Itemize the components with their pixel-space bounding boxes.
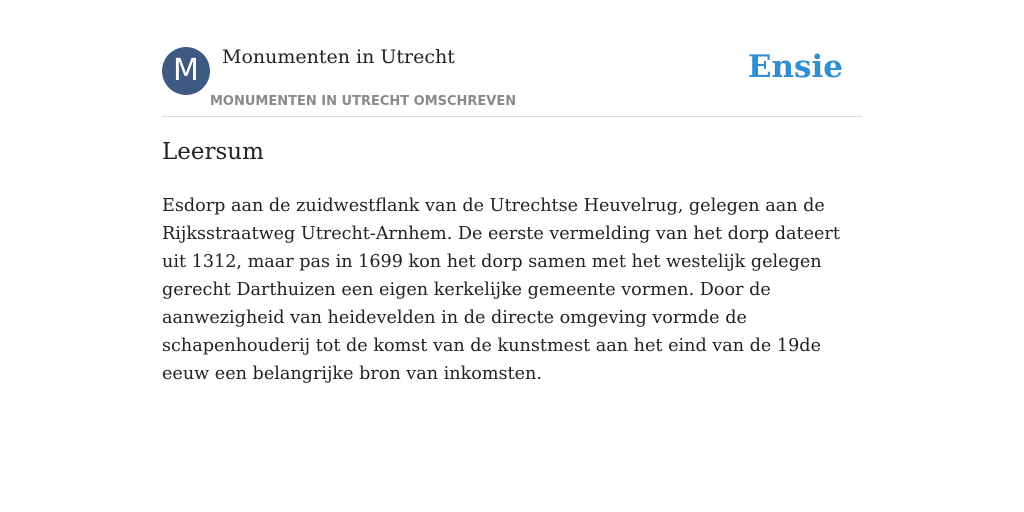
- book-title[interactable]: Monumenten in Utrecht: [222, 46, 455, 68]
- entry-title: Leersum: [162, 139, 264, 165]
- book-subtitle-link[interactable]: MONUMENTEN IN UTRECHT OMSCHREVEN: [210, 94, 517, 109]
- header: [162, 40, 862, 117]
- entry-body: Esdorp aan de zuidwestflank van de Utrechtse Heuvelrug, gelegen aan de Rijksstraatweg Utrecht-Arnhem. De eerste vermelding van het dorp dateert uit 1312, maar pas in 1699 kon het dorp samen met het westelijk gelegen gerecht Darthuizen een eigen kerkelijke gemeente vormen. Door de aanwezigheid van heidevelden in de directe omgeving vormde de schapenhouderij tot de komst van de kunstmest aan het eind van de 19de eeuw een belangrijke bron van inkomsten.: [162, 196, 840, 384]
- avatar[interactable]: M: [162, 47, 210, 95]
- ensie-logo[interactable]: Ensie: [747, 49, 843, 85]
